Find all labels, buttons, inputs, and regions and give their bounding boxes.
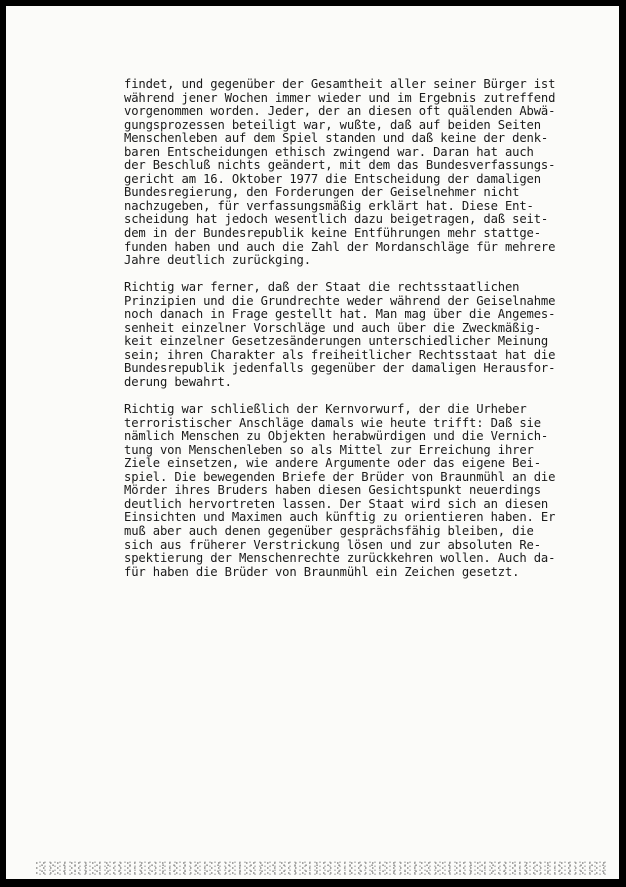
text-line: sein; ihren Charakter als freiheitlicher Rechtsstaat hat die: [124, 347, 556, 362]
paragraph-3: [124, 403, 574, 579]
text-line: findet, und gegenüber der Gesamtheit aller seiner Bürger ist: [124, 77, 556, 91]
text-line: sich aus früherer Verstrickung lösen und zur absoluten Re-: [124, 537, 541, 552]
text-line: für haben die Brüder von Braunmühl ein Zeichen gesetzt.: [124, 564, 520, 579]
text-line: keit einzelner Gesetzesänderungen unterschiedlicher Meinung: [124, 334, 549, 349]
paragraph-2: [124, 281, 574, 389]
text-line: Bundesregierung, den Forderungen der Geiselnehmer nicht: [124, 185, 520, 200]
text-line: funden haben und auch die Zahl der Mordanschläge für mehrere: [124, 239, 556, 254]
document-page: [6, 6, 619, 879]
text-line: muß aber auch denen gegenüber gesprächsfähig bleiben, die: [124, 523, 534, 538]
text-line: deutlich hervortreten lassen. Der Staat wird sich an diesen: [124, 496, 549, 511]
text-line: Jahre deutlich zurückging.: [124, 253, 311, 268]
text-line: derung bewahrt.: [124, 374, 232, 389]
scan-noise: [36, 861, 609, 875]
text-line: vorgenommen worden. Jeder, der an diesen oft quälenden Abwä-: [124, 104, 556, 119]
text-line: der Beschluß nichts geändert, mit dem das Bundesverfassungs-: [124, 158, 556, 173]
text-line: während jener Wochen immer wieder und im Ergebnis zutreffend: [124, 90, 556, 105]
text-line: Richtig war schließlich der Kernvorwurf, der die Urheber: [124, 402, 527, 417]
text-line: Bundesrepublik jedenfalls gegenüber der damaligen Herausfor-: [124, 361, 556, 376]
text-line: spektierung der Menschenrechte zurückkehren wollen. Auch da-: [124, 551, 556, 566]
text-line: Prinzipien und die Grundrechte weder während der Geiselnahme: [124, 293, 556, 308]
text-line: Richtig war ferner, daß der Staat die rechtsstaatlichen: [124, 280, 520, 295]
text-line: scheidung hat jedoch wesentlich dazu beigetragen, daß seit-: [124, 212, 549, 227]
text-line: nämlich Menschen zu Objekten herabwürdigen und die Vernich-: [124, 429, 549, 444]
text-line: gungsprozessen beteiligt war, wußte, daß auf beiden Seiten: [124, 117, 541, 132]
text-line: nachzugeben, für verfassungsmäßig erklärt hat. Diese Ent-: [124, 198, 534, 213]
text-line: terroristischer Anschläge damals wie heute trifft: Daß sie: [124, 415, 541, 430]
text-line: noch danach in Frage gestellt hat. Man mag über die Angemes-: [124, 307, 556, 322]
text-line: dem in der Bundesrepublik keine Entführungen mehr stattge-: [124, 226, 541, 241]
text-line: Mörder ihres Bruders haben diesen Gesichtspunkt neuerdings: [124, 483, 541, 498]
text-line: senheit einzelner Vorschläge und auch über die Zweckmäßig-: [124, 320, 541, 335]
text-line: gericht am 16. Oktober 1977 die Entscheidung der damaligen: [124, 171, 541, 186]
body-text: [124, 78, 574, 579]
paragraph-1: [124, 78, 574, 268]
text-line: baren Entscheidungen ethisch zwingend war. Daran hat auch: [124, 144, 534, 159]
text-line: tung von Menschenleben so als Mittel zur Erreichung ihrer: [124, 442, 534, 457]
text-line: Einsichten und Maximen auch künftig zu orientieren haben. Er: [124, 510, 556, 525]
text-line: Menschenleben auf dem Spiel standen und daß keine der denk-: [124, 131, 549, 146]
text-line: Ziele einsetzen, wie andere Argumente oder das eigene Bei-: [124, 456, 541, 471]
text-line: spiel. Die bewegenden Briefe der Brüder von Braunmühl an die: [124, 469, 556, 484]
